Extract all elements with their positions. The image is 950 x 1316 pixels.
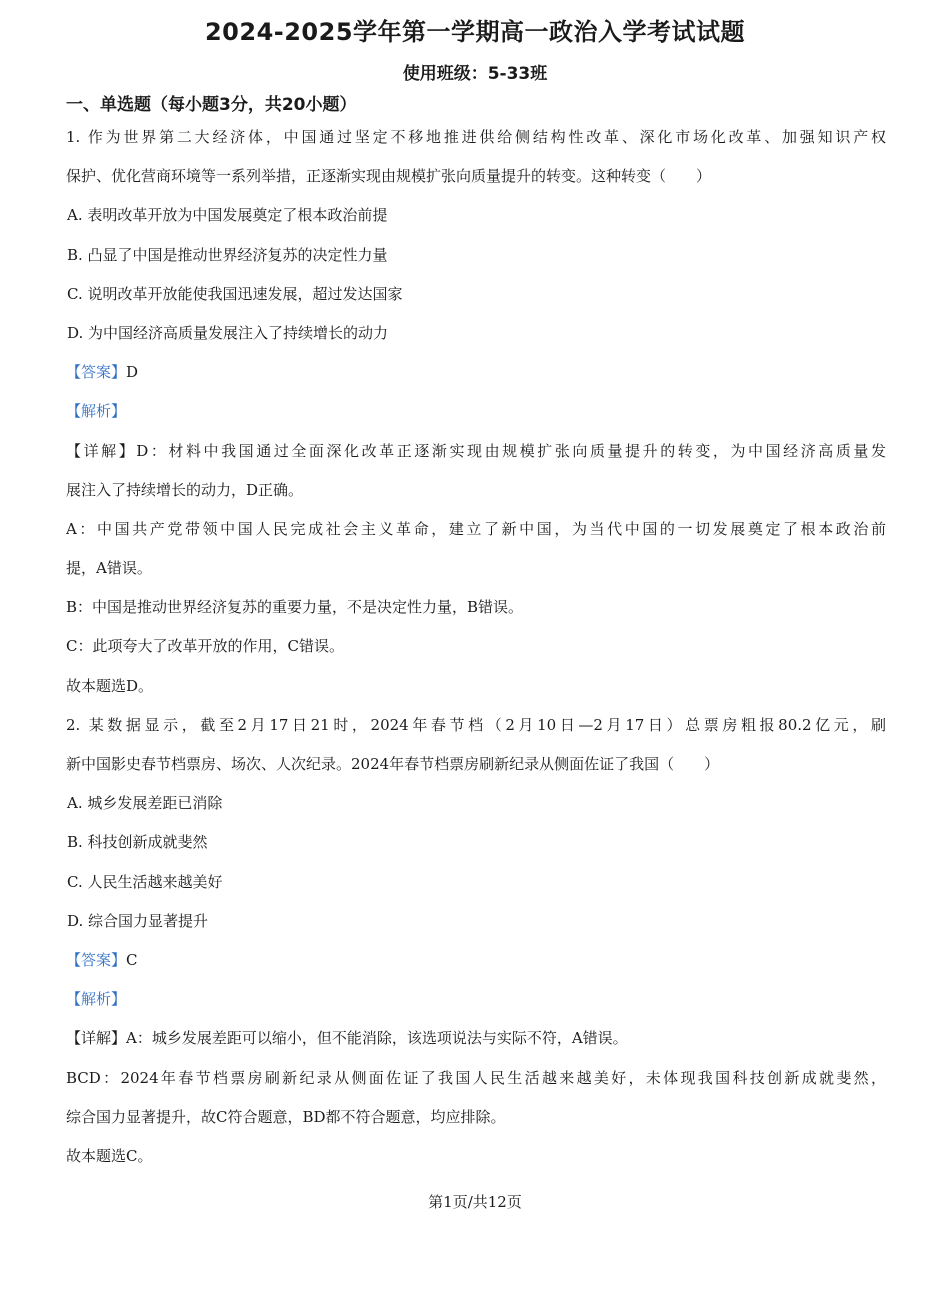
q1-detail-line-3: A：中国共产党带领中国人民完成社会主义革命，建立了新中国，为当代中国的一切发展奠定了根本政治前 (66, 519, 886, 538)
q2-detail-line-3: 综合国力显著提升，故C符合题意，BD都不符合题意，均应排除。 (66, 1107, 506, 1126)
q1-analysis-tag: 【解析】 (66, 402, 127, 421)
q2-conclusion: 故本题选C。 (66, 1146, 153, 1165)
q2-detail-line-1: 【详解】A：城乡发展差距可以缩小，但不能消除，该选项说法与实际不符，A错误。 (66, 1029, 628, 1048)
q1-answer (66, 353, 886, 392)
q2-answer (66, 941, 886, 980)
q2-detail-line-2: BCD：2024年春节档票房刷新纪录从侧面佐证了我国人民生活越来越美好，未体现我国科技创新成就斐然， (66, 1068, 886, 1087)
q2-option-b: B. 科技创新成就斐然 (67, 833, 208, 852)
q1-detail-line-6: C：此项夸大了改革开放的作用，C错误。 (66, 637, 344, 656)
q1-option-b: B. 凸显了中国是推动世界经济复苏的决定性力量 (67, 245, 388, 264)
q2-option-a: A. 城乡发展差距已消除 (67, 794, 223, 813)
q1-option-c: C. 说明改革开放能使我国迅速发展，超过发达国家 (67, 284, 403, 303)
answer-value: D (126, 363, 139, 382)
q1-option-a: A. 表明改革开放为中国发展奠定了根本政治前提 (67, 206, 388, 225)
q1-detail-line-4: 提，A错误。 (66, 559, 152, 578)
q1-detail-line-1: 【详解】D：材料中我国通过全面深化改革正逐渐实现由规模扩张向质量提升的转变，为中国经济高质量发 (66, 441, 886, 460)
q1-conclusion: 故本题选D。 (66, 676, 154, 695)
class-subtitle: 使用班级：5-33班 (402, 64, 548, 84)
answer-value: C (126, 950, 138, 969)
q2-option-c: C. 人民生活越来越美好 (67, 872, 223, 891)
q1-detail-line-5: B：中国是推动世界经济复苏的重要力量，不是决定性力量，B错误。 (66, 598, 524, 617)
q2-stem-line-1: 2. 某数据显示，截至2月17日21时，2024年春节档（2月10日—2月17日）总票房粗报80.2亿元，刷 (66, 715, 886, 734)
q2-stem-line-2: 新中国影史春节档票房、场次、人次纪录。2024年春节档票房刷新纪录从侧面佐证了我国（ ） (66, 755, 720, 773)
q2-option-d: D. 综合国力显著提升 (67, 911, 209, 930)
page-title: 2024-2025学年第一学期高一政治入学考试试题 (204, 18, 746, 46)
page-number: 第1页/共12页 (428, 1193, 522, 1211)
q1-detail-line-2: 展注入了持续增长的动力，D正确。 (66, 480, 304, 499)
question-list (66, 118, 886, 1176)
q1-stem-line-2: 保护、优化营商环境等一系列举措，正逐渐实现由规模扩张向质量提升的转变。这种转变（ ） (66, 167, 712, 186)
answer-tag: 【答案】 (66, 363, 127, 382)
section-heading: 一、单选题（每小题3分，共20小题） (66, 95, 357, 115)
q1-option-d: D. 为中国经济高质量发展注入了持续增长的动力 (67, 323, 389, 342)
q1-stem-line-1: 1. 作为世界第二大经济体，中国通过坚定不移地推进供给侧结构性改革、深化市场化改革、加强知识产权 (66, 128, 886, 146)
q2-analysis-tag: 【解析】 (66, 990, 127, 1009)
answer-tag: 【答案】 (66, 950, 127, 969)
